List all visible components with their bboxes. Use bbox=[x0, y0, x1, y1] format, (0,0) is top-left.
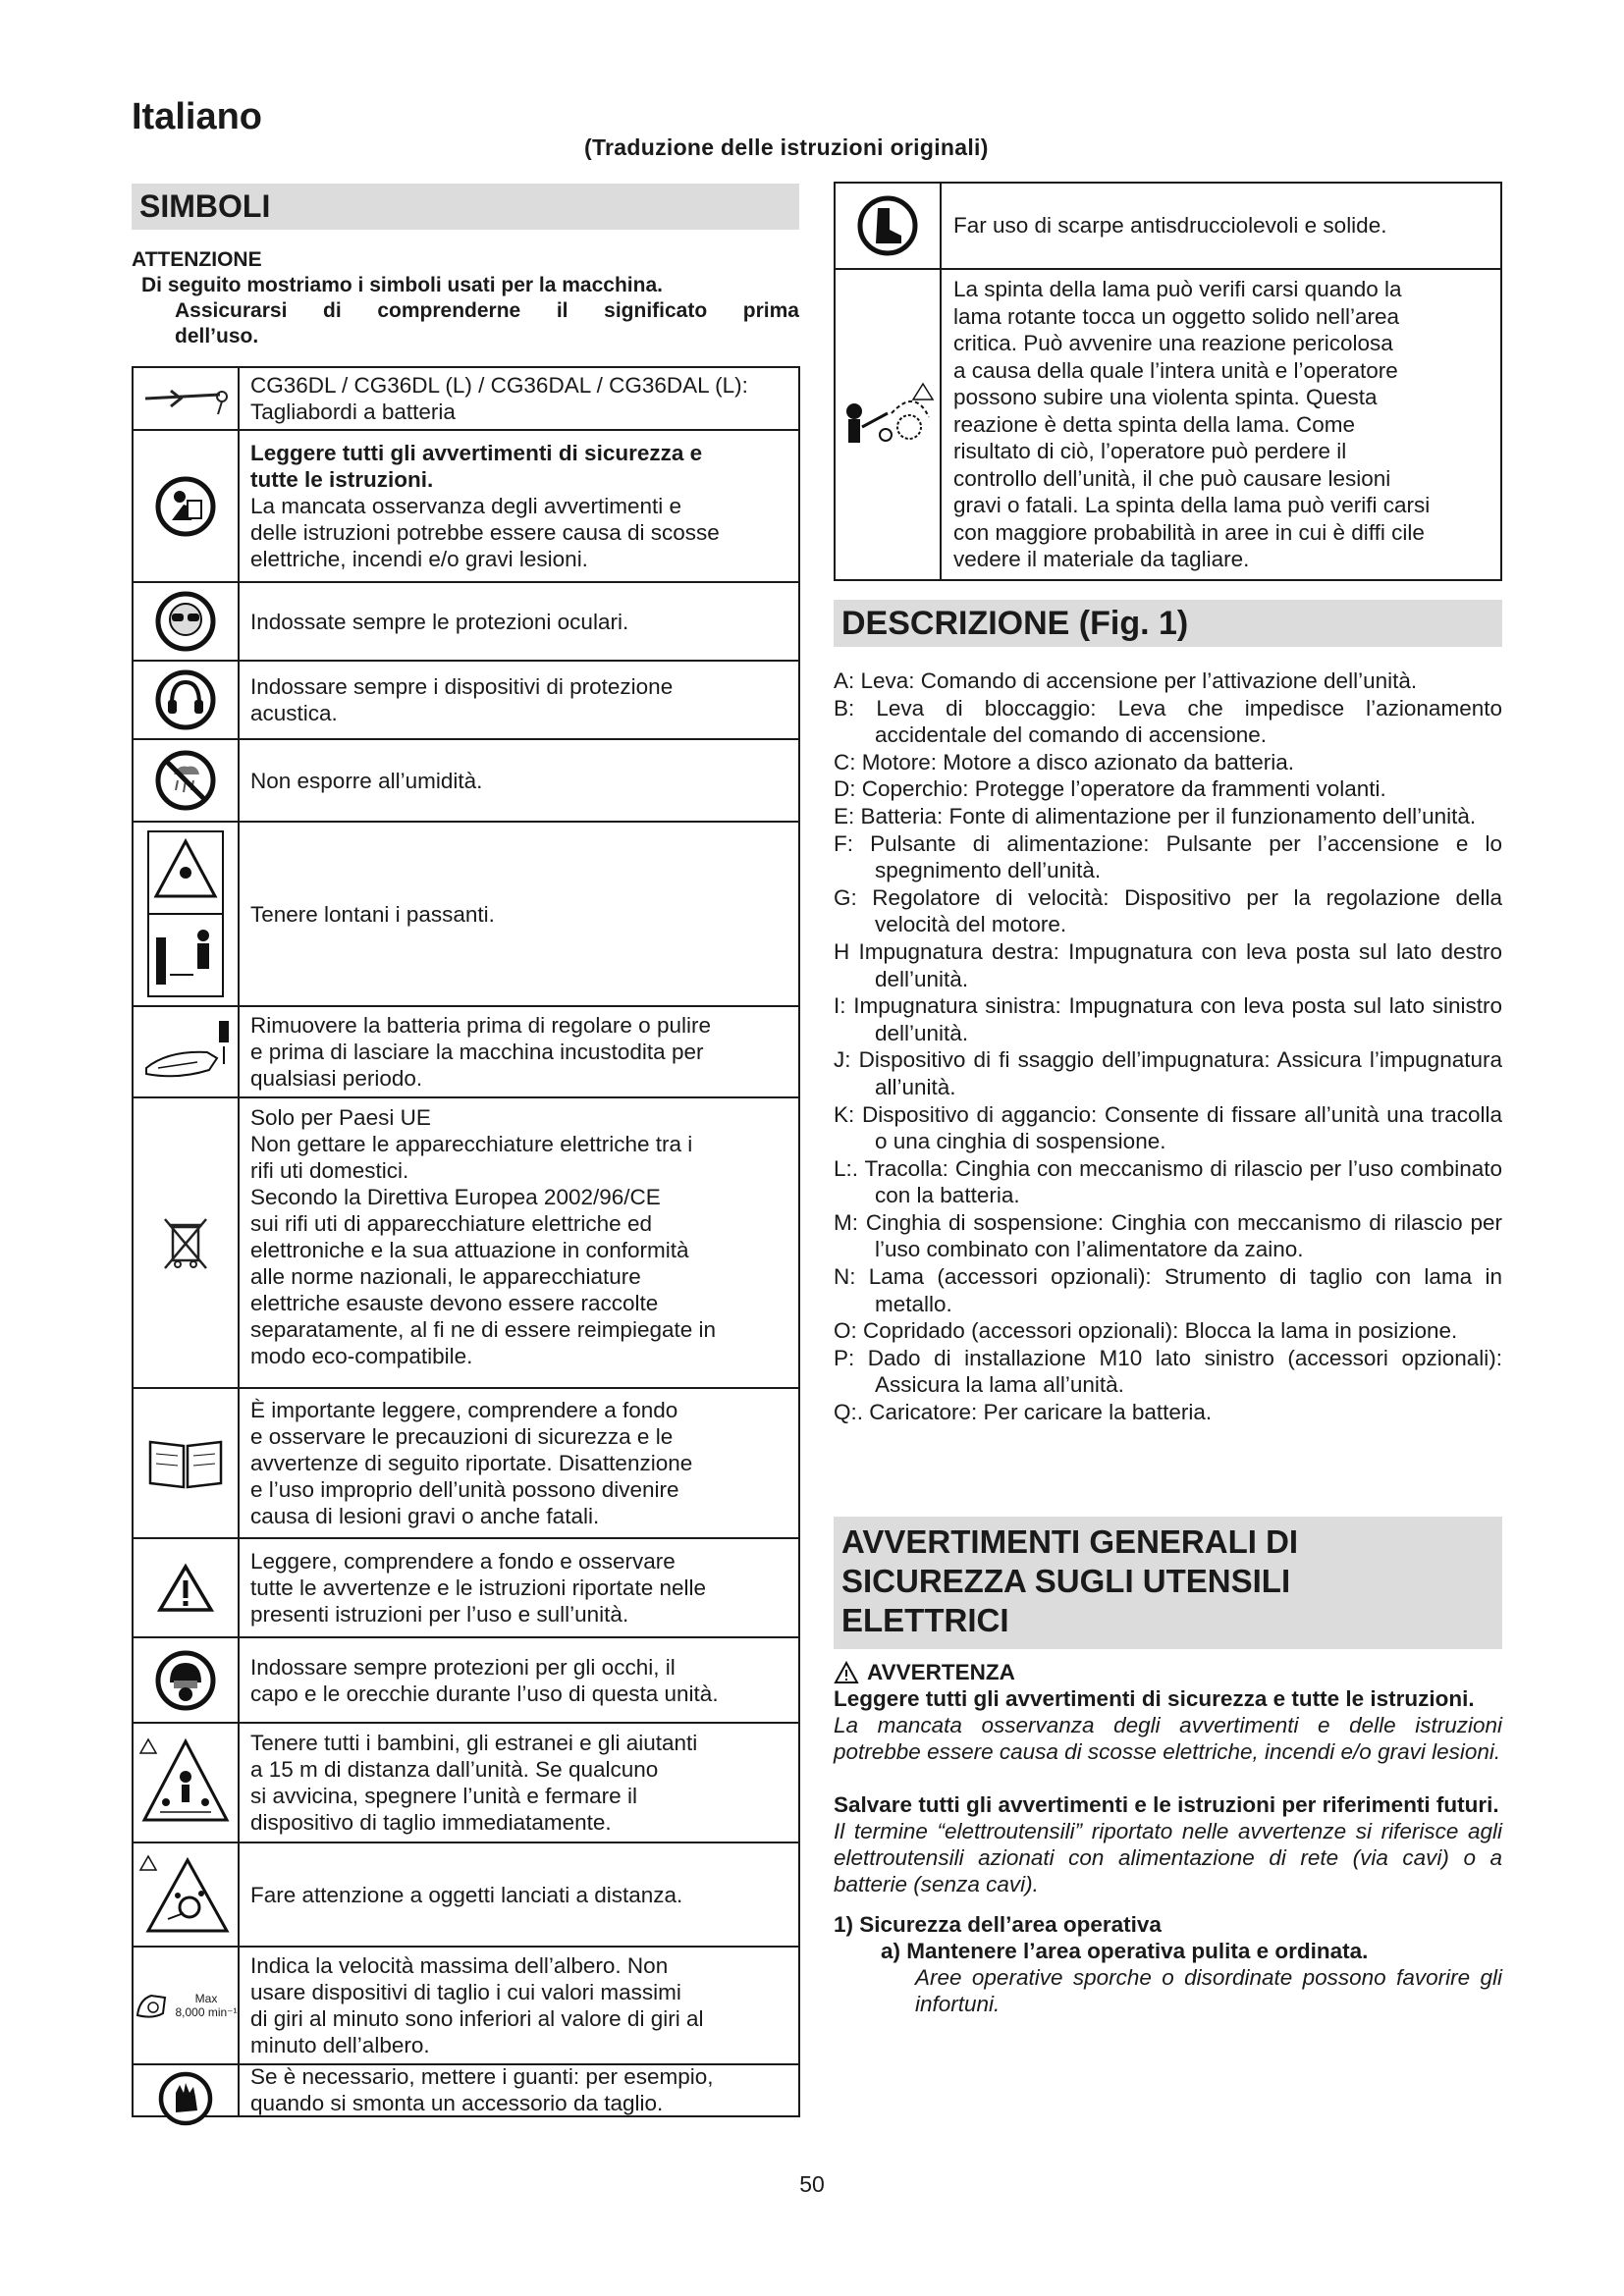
symbol-description: Leggere, comprendere a fondo e osservare tutte le avvertenze e le istruzioni riportate nelle presenti istruzioni per l’uso e sull’unità. bbox=[250, 1549, 706, 1627]
keep-distance-15m-icon bbox=[134, 1724, 240, 1842]
symbol-description: Leggere tutti gli avvertimenti di sicurezza e tutte le istruzioni. La mancata osservanza degli avvertimenti e delle istruzioni potrebbe essere causa di scosse elettriche, incendi e/o gravi lesioni. bbox=[250, 441, 720, 571]
list-item: L:. Tracolla: Cinghia con meccanismo di rilascio per l’uso combinato con la batteria. bbox=[834, 1155, 1502, 1208]
list-item: A: Leva: Comando di accensione per l’attivazione dell’unità. bbox=[834, 668, 1418, 693]
warning-triangle-icon bbox=[834, 1661, 859, 1684]
list-item: J: Dispositivo di fi ssaggio dell’impugnatura: Assicura l’impugnatura all’unità. bbox=[834, 1047, 1502, 1099]
max-speed-icon bbox=[134, 1948, 240, 2063]
description-list bbox=[834, 667, 1502, 1426]
symbol-row bbox=[134, 740, 798, 823]
document-subtitle: (Traduzione delle istruzioni originali) bbox=[584, 134, 989, 160]
safety-table-right bbox=[834, 182, 1502, 581]
list-item: G: Regolatore di velocità: Dispositivo per la regolazione della velocità del motore. bbox=[834, 884, 1502, 937]
symbol-description: Far uso di scarpe antisdrucciolevoli e solide. bbox=[953, 213, 1387, 239]
symbol-description: Tenere lontani i passanti. bbox=[250, 901, 495, 927]
symbol-description: Se è necessario, mettere i guanti: per esempio, quando si smonta un accessorio da taglio. bbox=[250, 2063, 714, 2115]
trimmer-icon bbox=[134, 368, 240, 429]
symbol-row bbox=[134, 662, 798, 740]
symbol-row bbox=[134, 1007, 798, 1098]
symbol-row bbox=[836, 270, 1500, 579]
symbol-description: Indossate sempre le protezioni oculari. bbox=[250, 609, 629, 634]
symbol-row bbox=[134, 1638, 798, 1724]
warning-triangle-icon bbox=[134, 1539, 240, 1636]
symbol-row bbox=[134, 2065, 798, 2117]
symbol-description: Indica la velocità massima dell’albero. Non usare dispositivi di taglio i cui valori massimi di giri al minuto sono inferiori al valore di giri al minuto dell’albero. bbox=[250, 1953, 704, 2057]
symbol-description: Tenere tutti i bambini, gli estranei e gli aiutanti a 15 m di distanza dall’unità. Se qualcuno si avvicina, spegnere l’unità e fermare il dispositivo di taglio immediatamente. bbox=[250, 1731, 698, 1835]
list-item: Q:. Caricatore: Per caricare la batteria. bbox=[834, 1400, 1213, 1425]
hearing-protection-icon bbox=[134, 662, 240, 738]
symbol-description: Indossare sempre i dispositivi di protezione acustica. bbox=[250, 674, 674, 725]
list-item: I: Impugnatura sinistra: Impugnatura con leva posta sul lato sinistro dell’unità. bbox=[834, 993, 1502, 1045]
symbol-description: Indossare sempre protezioni per gli occhi, il capo e le orecchie durante l’uso di questa unità. bbox=[250, 1654, 719, 1706]
symbol-row bbox=[134, 823, 798, 1007]
symbol-row bbox=[134, 1724, 798, 1843]
list-item: N: Lama (accessori opzionali): Strumento di taglio con lama in metallo. bbox=[834, 1264, 1502, 1316]
symbol-row bbox=[134, 1098, 798, 1389]
list-item: E: Batteria: Fonte di alimentazione per il funzionamento dell’unità. bbox=[834, 803, 1477, 828]
attention-label: ATTENZIONE bbox=[132, 248, 262, 271]
intro-line: Assicurarsi di comprenderne il significato prima bbox=[175, 299, 799, 322]
list-item: D: Coperchio: Protegge l’operatore da frammenti volanti. bbox=[834, 776, 1386, 802]
symbol-description: Fare attenzione a oggetti lanciati a distanza. bbox=[250, 1882, 683, 1907]
weee-bin-icon bbox=[134, 1098, 240, 1387]
warning-bold-text: Salvare tutti gli avvertimenti e le istruzioni per riferimenti futuri. bbox=[834, 1792, 1499, 1817]
symbol-row bbox=[134, 1843, 798, 1948]
list-item: F: Pulsante di alimentazione: Pulsante per l’accensione e lo spegnimento dell’unità. bbox=[834, 830, 1502, 883]
subsection-heading: 1) Sicurezza dell’area operativa bbox=[834, 1912, 1162, 1937]
section-heading-avvertimenti: AVVERTIMENTI GENERALI DI SICUREZZA SUGLI UTENSILI ELETTRICI bbox=[834, 1517, 1502, 1649]
gloves-icon bbox=[134, 2065, 240, 2117]
symbol-row bbox=[134, 1948, 798, 2065]
symbol-row bbox=[134, 368, 798, 431]
symbol-row bbox=[836, 184, 1500, 270]
symbols-table bbox=[132, 366, 800, 2117]
bystanders-warning-icon bbox=[134, 823, 240, 1005]
symbol-description: CG36DL / CG36DL (L) / CG36DAL / CG36DAL (L): Tagliabordi a batteria bbox=[250, 373, 748, 424]
list-item: O: Copridado (accessori opzionali): Blocca la lama in posizione. bbox=[834, 1318, 1458, 1344]
safety-boots-icon bbox=[836, 184, 942, 268]
symbol-description: La spinta della lama può verifi carsi quando la lama rotante tocca un oggetto solido nell’area critica. Può avvenire una reazione pericolosa a causa della quale l’intera unità e l’operatore possono subire una violenta spinta. Questa reazione è detta spinta della lama. Come risultato di ciò, l’operatore può perdere il controllo dell’unità, il che può causare lesioni gravi o fatali. La spinta della lama può verifi carsi con maggiore probabilità in aree in cui è diffi cile vedere il materiale da tagliare. bbox=[953, 277, 1431, 572]
symbol-description: Rimuovere la batteria prima di regolare o pulire e prima di lasciare la macchina incustodita per qualsiasi periodo. bbox=[250, 1013, 711, 1091]
blade-thrust-icon bbox=[836, 270, 942, 579]
remove-battery-icon bbox=[134, 1007, 240, 1096]
symbol-description: Non esporre all’umidità. bbox=[250, 768, 483, 793]
symbol-row bbox=[134, 1389, 798, 1539]
head-protection-icon bbox=[134, 1638, 240, 1722]
warning-italic-text: Il termine “elettroutensili” riportato nelle avvertenze si riferisce agli elettroutensili azionati con alimentazione di rete (via cavi) o a batterie (senza cavi). bbox=[834, 1819, 1502, 1896]
warning-italic-text: La mancata osservanza degli avvertimenti e delle istruzioni potrebbe essere causa di scosse elettriche, incendi e/o gravi lesioni. bbox=[834, 1713, 1502, 1764]
eye-protection-icon bbox=[134, 583, 240, 660]
open-book-icon bbox=[134, 1389, 240, 1537]
warning-label: AVVERTENZA bbox=[834, 1659, 1502, 1685]
no-rain-icon bbox=[134, 740, 240, 821]
language-title: Italiano bbox=[132, 96, 263, 137]
symbol-row bbox=[134, 1539, 798, 1638]
symbol-row bbox=[134, 583, 798, 662]
section-heading-descrizione: DESCRIZIONE (Fig. 1) bbox=[834, 600, 1502, 647]
list-item: B: Leva di bloccaggio: Leva che impedisce l’azionamento accidentale del comando di accensione. bbox=[834, 695, 1502, 748]
list-item: P: Dado di installazione M10 lato sinistro (accessori opzionali): Assicura la lama all’unità. bbox=[834, 1345, 1502, 1398]
thrown-objects-icon bbox=[134, 1843, 240, 1946]
read-manual-icon bbox=[134, 431, 240, 581]
warning-bold-text: Leggere tutti gli avvertimenti di sicurezza e tutte le istruzioni. bbox=[834, 1686, 1475, 1711]
symbol-description: È importante leggere, comprendere a fondo e osservare le precauzioni di sicurezza e le avvertenze di seguito riportate. Disattenzione e l’uso improprio dell’unità possono divenire causa di lesioni gravi o anche fatali. bbox=[250, 1398, 693, 1528]
subsection-text: Aree operative sporche o disordinate possono favorire gli infortuni. bbox=[915, 1965, 1502, 2016]
list-item: C: Motore: Motore a disco azionato da batteria. bbox=[834, 749, 1294, 774]
intro-line: Di seguito mostriamo i simboli usati per la macchina. bbox=[141, 274, 663, 296]
page-number: 50 bbox=[799, 2171, 825, 2197]
intro-line: dell’uso. bbox=[175, 325, 259, 347]
subsection-item: a) Mantenere l’area operativa pulita e ordinata. bbox=[881, 1939, 1369, 1963]
section-heading-simboli: SIMBOLI bbox=[132, 184, 799, 230]
symbol-row bbox=[134, 431, 798, 583]
max-label: Max bbox=[194, 1992, 218, 2005]
attention-intro bbox=[132, 247, 799, 349]
list-item: H Impugnatura destra: Impugnatura con leva posta sul lato destro dell’unità. bbox=[834, 938, 1502, 991]
list-item: M: Cinghia di sospensione: Cinghia con meccanismo di rilascio per l’uso combinato con l’alimentatore da zaino. bbox=[834, 1209, 1502, 1262]
rpm-label: 8,000 min⁻¹ bbox=[175, 2005, 238, 2019]
list-item: K: Dispositivo di aggancio: Consente di fissare all’unità una tracolla o una cinghia di sospensione. bbox=[834, 1101, 1502, 1154]
symbol-description: Solo per Paesi UE Non gettare le apparecchiature elettriche tra i rifi uti domestici. Secondo la Direttiva Europea 2002/96/CE sui rifi uti di apparecchiature elettriche ed elettroniche e la sua attuazione in conformità alle norme nazionali, le apparecchiature elettriche esauste devono essere raccolte separatamente, al fi ne di essere reimpiegate in modo eco-compatibile. bbox=[250, 1105, 717, 1368]
general-warnings bbox=[834, 1659, 1502, 2017]
